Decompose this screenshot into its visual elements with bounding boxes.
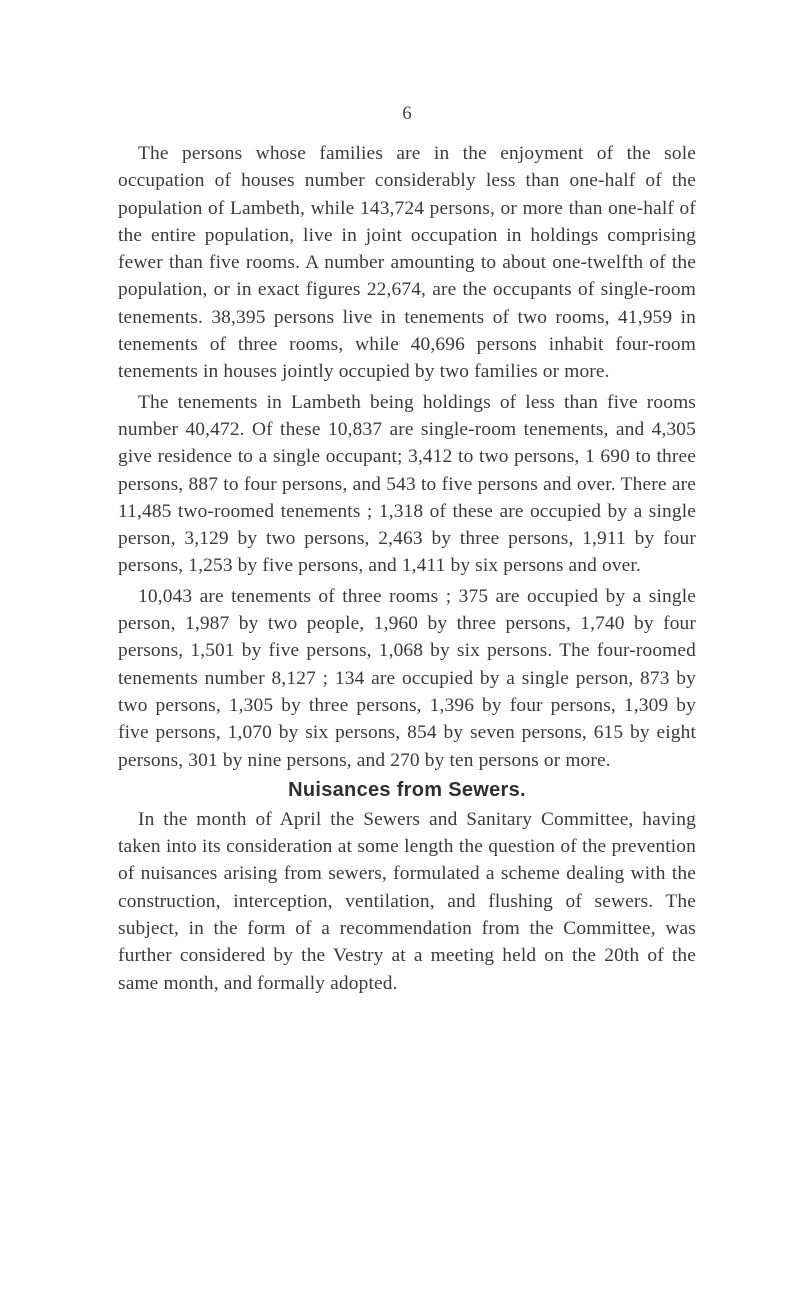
body-text [118,140,696,997]
section-heading-nuisances-from-sewers: Nuisances from Sewers. [288,778,526,801]
paragraph-occupation-population: The persons whose families are in the enjoyment of the sole occupation of houses number considerably less than one-half of the population of Lambeth, while 143,724 persons, or more than one-half of the entire population, live in joint occupation in holdings comprising fewer than five rooms. A number amounting to about one-twelfth of the population, or in exact figures 22,674, are the occupants of single-room tenements. 38,395 persons live in tenements of two rooms, 41,959 in tenements of three rooms, while 40,696 persons inhabit four-room tenements in houses jointly occupied by two families or more. [118,143,696,383]
paragraph-tenements-three-four-room: 10,043 are tenements of three rooms ; 375 are occupied by a single person, 1,987 by two people, 1,960 by three persons, 1,740 by four persons, 1,501 by five persons, 1,068 by six persons. The four-roomed tenements number 8,127 ; 134 are occupied by a single person, 873 by two persons, 1,305 by three persons, 1,396 by four persons, 1,309 by five persons, 1,070 by six persons, 854 by seven persons, 615 by eight persons, 301 by nine persons, and 270 by ten persons or more. [118,585,696,771]
paragraph-sewers-committee: In the month of April the Sewers and Sanitary Committee, having taken into its consideration at some length the question of the prevention of nuisances arising from sewers, formulated a scheme dealing with the construction, interception, ventilation, and flushing of sewers. The subject, in the form of a recommendation from the Committee, was further considered by the Vestry at a meeting held on the 20th of the same month, and formally adopted. [118,808,696,994]
page-number: 6 [402,103,412,124]
paragraph-tenements-single-two-room: The tenements in Lambeth being holdings of less than five rooms number 40,472. Of these 10,837 are single-room tenements, and 4,305 give residence to a single occupant; 3,412 to two persons, 1 690 to three persons, 887 to four persons, and 543 to five persons and over. There are 11,485 two-roomed tenements ; 1,318 of these are occupied by a single person, 3,129 by two persons, 2,463 by three persons, 1,911 by four persons, 1,253 by five persons, and 1,411 by six persons and over. [118,391,696,577]
